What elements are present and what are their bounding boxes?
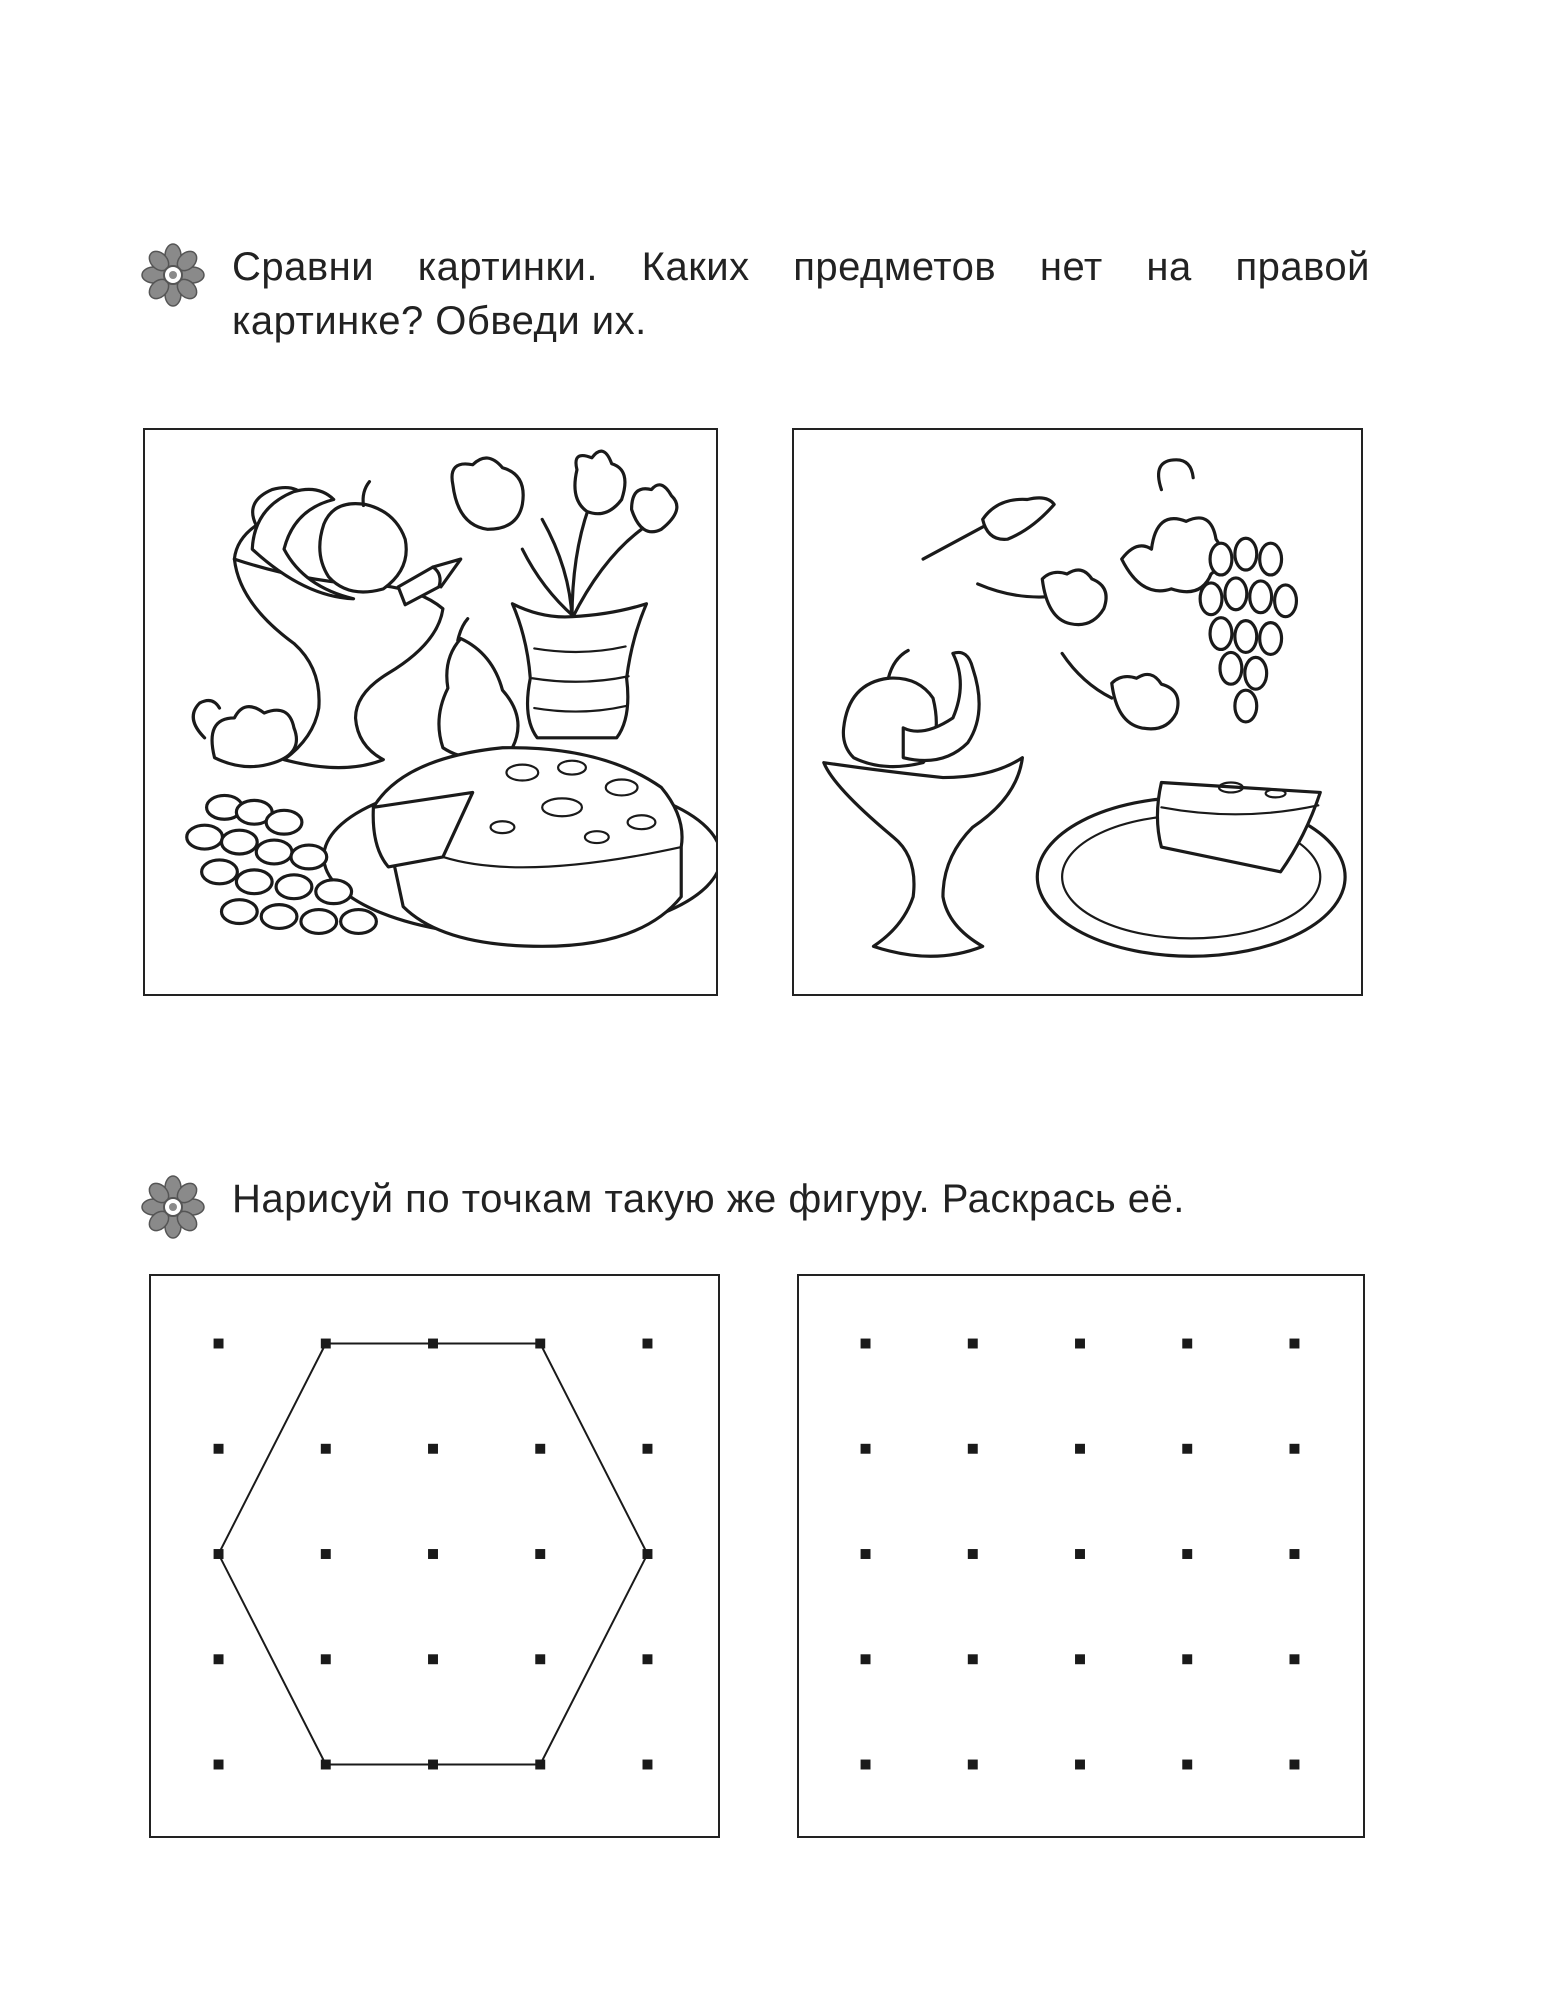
sample-grid-dot (214, 1760, 224, 1770)
sample-grid-dot (535, 1549, 545, 1559)
sample-grid-dot (428, 1339, 438, 1349)
dot-grid-sample-canvas (151, 1276, 718, 1836)
blank-grid-dot[interactable] (968, 1549, 978, 1559)
sample-grid-dot (321, 1339, 331, 1349)
sample-grid-dot (535, 1760, 545, 1770)
task-2 (140, 1172, 1370, 1240)
picture-right (792, 428, 1363, 996)
sample-grid-dot (214, 1549, 224, 1559)
blank-grid-dot[interactable] (1290, 1654, 1300, 1664)
blank-grid-dot[interactable] (861, 1549, 871, 1559)
blank-grid-dot[interactable] (861, 1339, 871, 1349)
blank-grid-dot[interactable] (968, 1339, 978, 1349)
sample-grid-dot (321, 1654, 331, 1664)
sample-grid-dot (321, 1760, 331, 1770)
sample-grid-dot (428, 1444, 438, 1454)
sample-grid-dot (428, 1760, 438, 1770)
dot-grid-sample (149, 1274, 720, 1838)
still-life-full-illustration (145, 430, 716, 994)
picture-left (143, 428, 718, 996)
sample-grid-dot (214, 1339, 224, 1349)
sample-grid-dot (643, 1339, 653, 1349)
dot-grid-blank-canvas[interactable] (799, 1276, 1363, 1836)
sample-grid-dot (428, 1654, 438, 1664)
sample-grid-dot (643, 1760, 653, 1770)
blank-grid-dot[interactable] (861, 1654, 871, 1664)
blank-grid-dot[interactable] (1290, 1444, 1300, 1454)
cake-left (324, 748, 716, 947)
sample-grid-dot (214, 1444, 224, 1454)
still-life-partial-illustration (794, 430, 1361, 994)
blank-grid-dot[interactable] (1182, 1760, 1192, 1770)
flower-bullet-icon (140, 242, 206, 308)
blank-grid-dot[interactable] (1075, 1549, 1085, 1559)
sample-grid-dot (214, 1654, 224, 1664)
blank-grid-dot[interactable] (1075, 1444, 1085, 1454)
sample-grid-dot (428, 1549, 438, 1559)
blank-grid-dot[interactable] (1182, 1339, 1192, 1349)
blank-grid-dot[interactable] (1075, 1760, 1085, 1770)
plate-with-cake-slice (1037, 783, 1345, 957)
dot-grid-blank[interactable] (797, 1274, 1365, 1838)
pear (439, 619, 518, 758)
blank-grid-dot[interactable] (968, 1760, 978, 1770)
sample-grid-dot (321, 1549, 331, 1559)
blank-grid-dot[interactable] (861, 1760, 871, 1770)
sample-grid-dot (643, 1549, 653, 1559)
blank-grid-dot[interactable] (1075, 1339, 1085, 1349)
sample-grid-dot (535, 1444, 545, 1454)
blank-grid-dot[interactable] (861, 1444, 871, 1454)
sample-grid-dot (643, 1654, 653, 1664)
blank-grid-dot[interactable] (1182, 1444, 1192, 1454)
blank-grid-dot[interactable] (1290, 1339, 1300, 1349)
task-2-instruction: Нарисуй по точкам такую же фигуру. Раскрась её. (232, 1177, 1185, 1221)
sample-grid-dot (643, 1444, 653, 1454)
blank-grid-dot[interactable] (1075, 1654, 1085, 1664)
blank-grid-dot[interactable] (1290, 1549, 1300, 1559)
blank-grid-dot[interactable] (1182, 1654, 1192, 1664)
blank-grid-dot[interactable] (1182, 1549, 1192, 1559)
sample-grid-dot (535, 1654, 545, 1664)
flower-bullet-icon (140, 1174, 206, 1240)
sample-grid-dot (321, 1444, 331, 1454)
sample-grid-dot (535, 1339, 545, 1349)
fruit-bowl-right (824, 650, 1023, 956)
task-1-instruction: Сравни картинки. Каких предметов нет на правой картинке? Обведи их. (232, 245, 1370, 343)
task-1 (140, 240, 1370, 348)
blank-grid-dot[interactable] (1290, 1760, 1300, 1770)
blank-grid-dot[interactable] (968, 1654, 978, 1664)
blank-grid-dot[interactable] (968, 1444, 978, 1454)
